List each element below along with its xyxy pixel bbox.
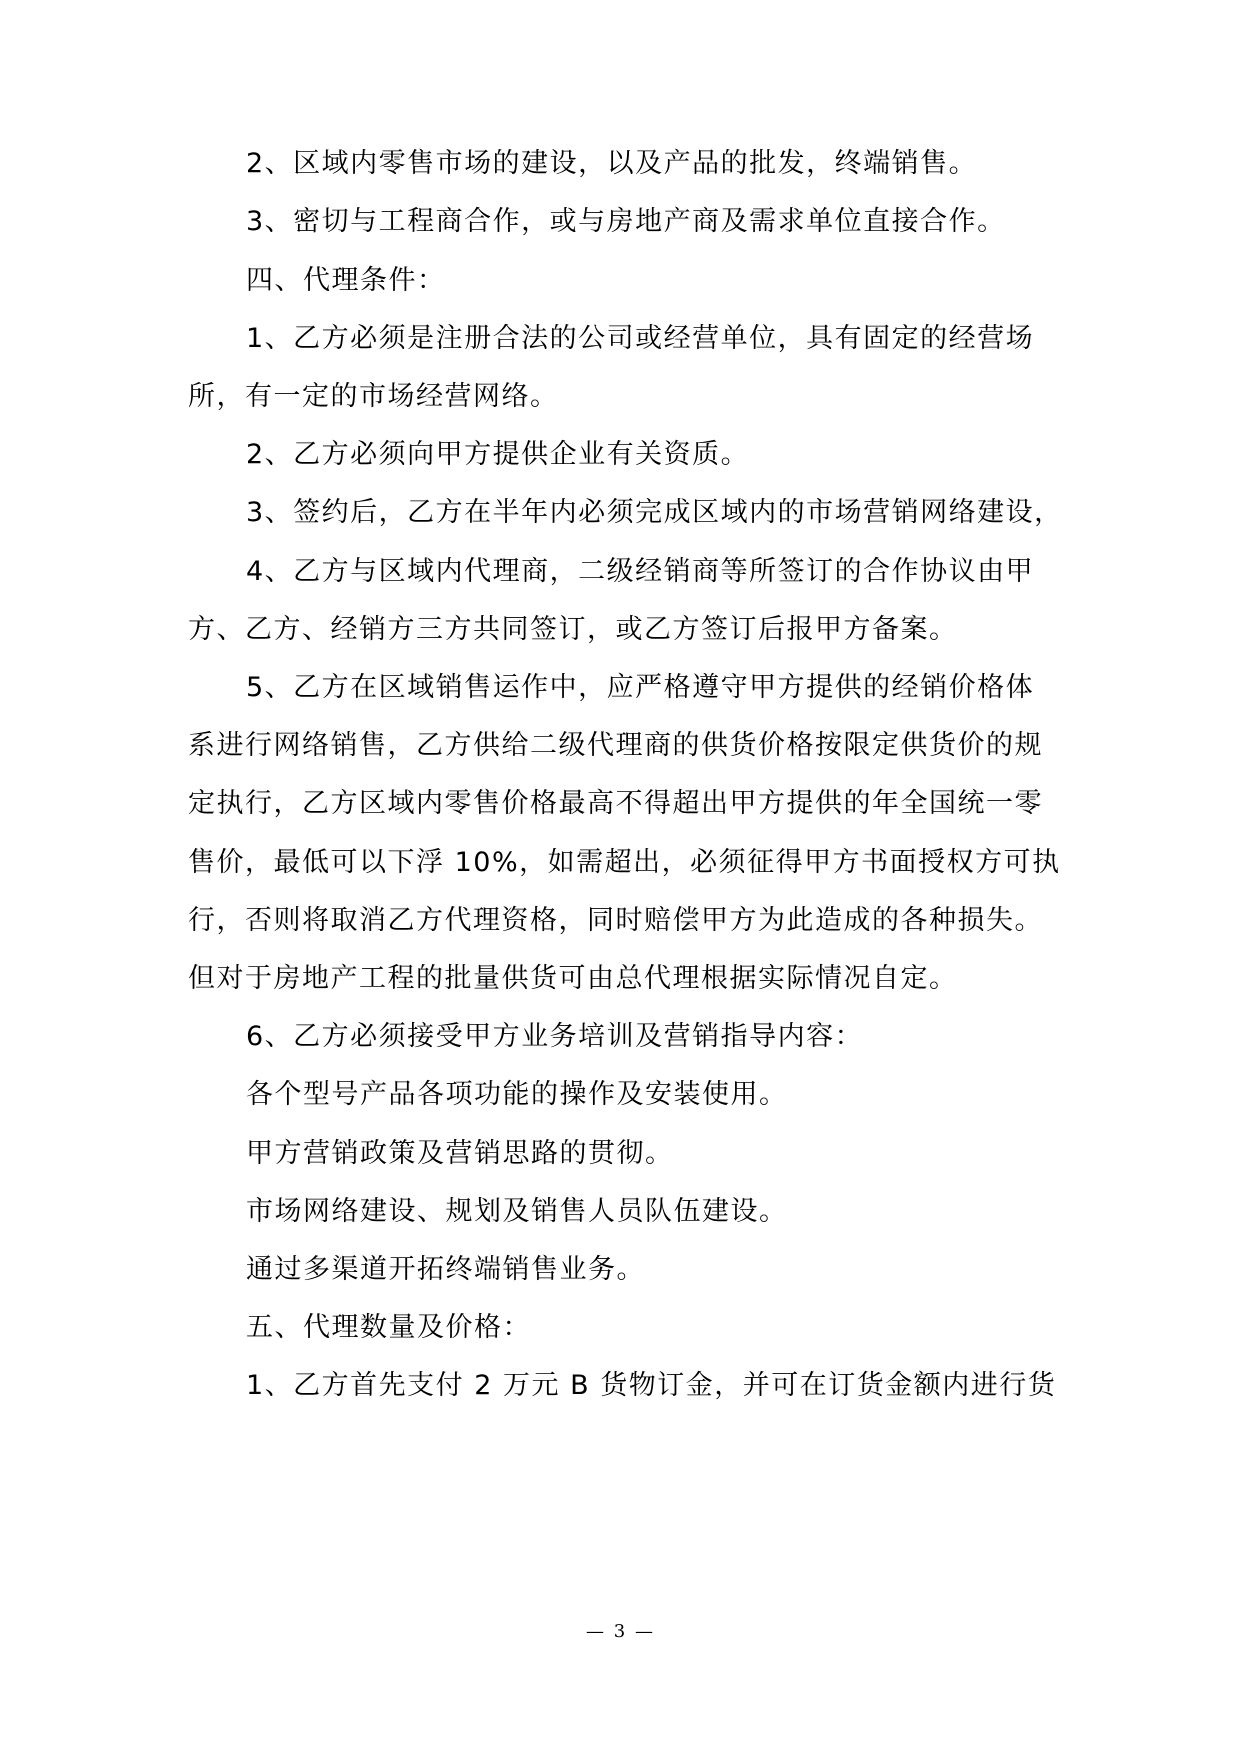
text-line-14: 行，否则将取消乙方代理资格，同时赔偿甲方为此造成的各种损失。 bbox=[188, 905, 1043, 936]
text-line-11: 系进行网络销售，乙方供给二级代理商的供货价格按限定供货价的规 bbox=[188, 730, 1043, 761]
text-line-9: 方、乙方、经销方三方共同签订，或乙方签订后报甲方备案。 bbox=[188, 614, 958, 645]
text-line-6: 2、乙方必须向甲方提供企业有关资质。 bbox=[246, 439, 750, 470]
page-number: — 3 — bbox=[586, 1621, 655, 1642]
text-line-16: 6、乙方必须接受甲方业务培训及营销指导内容： bbox=[246, 1021, 864, 1052]
text-line-19: 市场网络建设、规划及销售人员队伍建设。 bbox=[246, 1196, 788, 1227]
text-line-1: 2、区域内零售市场的建设，以及产品的批发，终端销售。 bbox=[246, 148, 978, 179]
text-line-4: 1、乙方必须是注册合法的公司或经营单位，具有固定的经营场 bbox=[246, 323, 1035, 354]
text-line-10: 5、乙方在区域销售运作中，应严格遵守甲方提供的经销价格体 bbox=[246, 672, 1035, 703]
text-line-15: 但对于房地产工程的批量供货可由总代理根据实际情况自定。 bbox=[188, 963, 958, 994]
text-line-17: 各个型号产品各项功能的操作及安装使用。 bbox=[246, 1079, 788, 1110]
section-heading-4: 四、代理条件： bbox=[246, 265, 446, 296]
text-line-12: 定执行，乙方区域内零售价格最高不得超出甲方提供的年全国统一零 bbox=[188, 788, 1043, 819]
text-line-18: 甲方营销政策及营销思路的贯彻。 bbox=[246, 1138, 674, 1169]
text-line-13: 售价，最低可以下浮 10%，如需超出，必须征得甲方书面授权方可执 bbox=[188, 847, 1061, 878]
section-heading-5: 五、代理数量及价格： bbox=[246, 1312, 531, 1343]
text-line-20: 通过多渠道开拓终端销售业务。 bbox=[246, 1254, 645, 1285]
text-line-8: 4、乙方与区域内代理商，二级经销商等所签订的合作协议由甲 bbox=[246, 556, 1035, 587]
text-line-5: 所，有一定的市场经营网络。 bbox=[188, 381, 559, 412]
text-line-7: 3、签约后，乙方在半年内必须完成区域内的市场营销网络建设， bbox=[246, 497, 1063, 528]
text-line-2: 3、密切与工程商合作，或与房地产商及需求单位直接合作。 bbox=[246, 206, 1006, 237]
text-line-22: 1、乙方首先支付 2 万元 B 货物订金，并可在订货金额内进行货 bbox=[246, 1370, 1057, 1401]
